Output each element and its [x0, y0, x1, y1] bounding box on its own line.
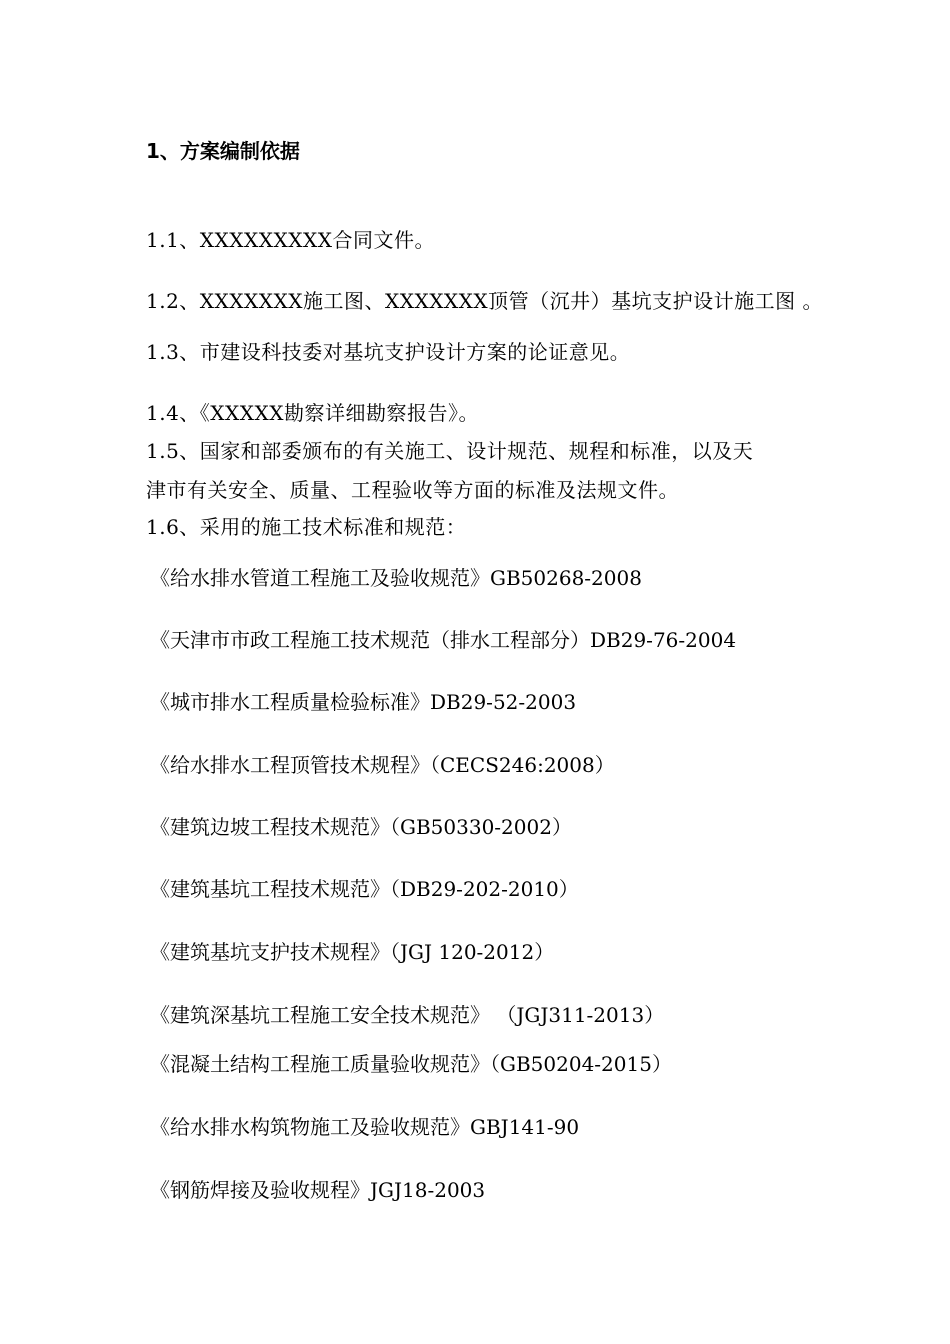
standard-item: 《建筑基坑支护技术规程》（JGJ 120-2012）: [150, 940, 555, 964]
standard-item: 《给水排水构筑物施工及验收规范》GBJ141-90: [150, 1115, 580, 1139]
basis-item-1-2: 1.2、XXXXXXX施工图、XXXXXXX顶管（沉井）基坑支护设计施工图 。: [146, 289, 823, 313]
basis-item-1-4: 1.4、《XXXXX勘察详细勘察报告》。: [146, 401, 479, 425]
standard-item: 《天津市市政工程施工技术规范（排水工程部分）DB29-76-2004: [150, 628, 737, 652]
standard-item: 《城市排水工程质量检验标准》DB29-52-2003: [150, 690, 577, 714]
standard-item: 《给水排水工程顶管技术规程》（CECS246:2008）: [150, 753, 615, 777]
standard-item: 《混凝土结构工程施工质量验收规范》（GB50204-2015）: [150, 1052, 672, 1076]
standard-item: 《建筑基坑工程技术规范》（DB29-202-2010）: [150, 877, 579, 901]
section-heading: 1、方案编制依据: [146, 139, 300, 163]
basis-item-1-3: 1.3、市建设科技委对基坑支护设计方案的论证意见。: [146, 340, 631, 364]
basis-item-1-5: 1.5、国家和部委颁布的有关施工、设计规范、规程和标准，以及天: [146, 439, 754, 463]
standard-item: 《给水排水管道工程施工及验收规范》GB50268-2008: [150, 566, 642, 590]
standard-item: 《钢筋焊接及验收规程》JGJ18-2003: [150, 1178, 486, 1202]
standard-item: 《建筑边坡工程技术规范》（GB50330-2002）: [150, 815, 572, 839]
standard-item: 《建筑深基坑工程施工安全技术规范》 （JGJ311-2013）: [150, 1003, 665, 1027]
basis-item-1-6: 1.6、采用的施工技术标准和规范：: [146, 515, 467, 539]
basis-item-1-5-continued: 津市有关安全、质量、工程验收等方面的标准及法规文件。: [146, 478, 679, 502]
basis-item-1-1: 1.1、XXXXXXXXX合同文件。: [146, 228, 435, 252]
